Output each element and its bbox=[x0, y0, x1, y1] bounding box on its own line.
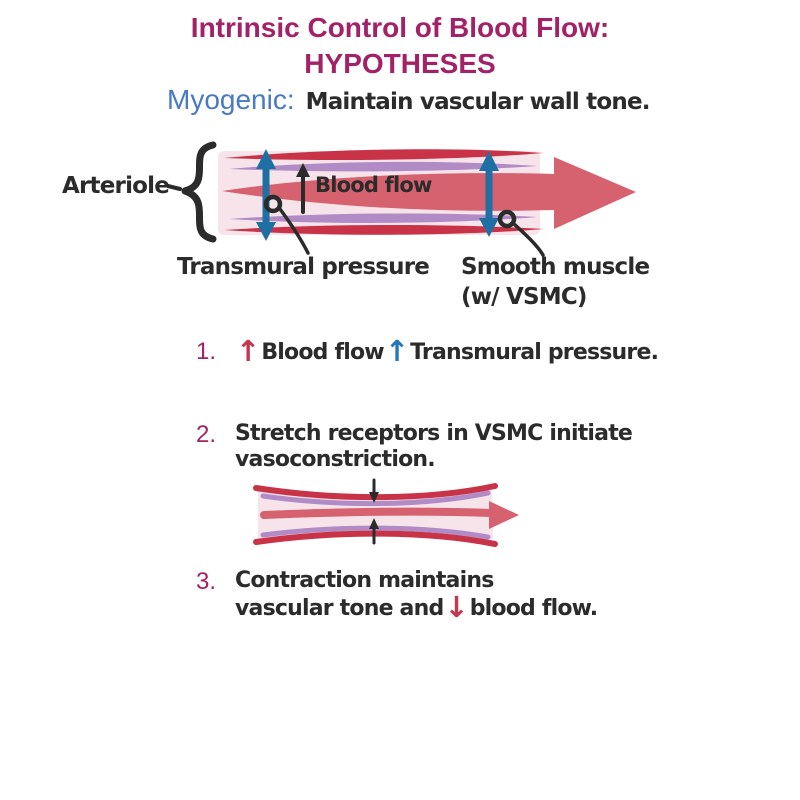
transmural-pressure-label: Transmural pressure bbox=[177, 254, 430, 280]
arteriole-brace-tick bbox=[168, 186, 180, 189]
blood-flow-label: Blood flow bbox=[315, 173, 432, 197]
myogenic-term: Myogenic: bbox=[167, 84, 295, 115]
arteriole-brace bbox=[185, 145, 213, 239]
hypothesis-2-line1: Stretch receptors in VSMC initiate bbox=[235, 421, 633, 446]
hypothesis-2-line2: vasoconstriction. bbox=[235, 447, 435, 472]
hypothesis-3-number: 3. bbox=[196, 568, 217, 595]
smooth-muscle-label-line2: (w/ VSMC) bbox=[461, 284, 587, 310]
hypothesis-3-line2-a: vascular tone and bbox=[235, 596, 444, 621]
increase-arrow-red-icon: ↑ bbox=[236, 334, 261, 368]
page-title-line2: HYPOTHESES bbox=[304, 48, 496, 79]
hypothesis-2 bbox=[196, 421, 632, 473]
hypothesis-3-line1: Contraction maintains bbox=[235, 568, 494, 593]
hypothesis-3-line2-b: blood flow. bbox=[469, 596, 598, 621]
hypothesis-1-text-a: Blood flow bbox=[261, 340, 384, 365]
decrease-arrow-red-icon: ↓ bbox=[444, 590, 469, 624]
increase-arrow-blue-icon: ↑ bbox=[384, 334, 410, 368]
page-title bbox=[0, 10, 800, 82]
hypothesis-1-text-b: Transmural pressure. bbox=[410, 340, 659, 365]
hypothesis-1 bbox=[196, 334, 659, 368]
hypothesis-2-number: 2. bbox=[196, 421, 217, 448]
arteriole-label: Arteriole bbox=[62, 173, 170, 199]
myogenic-definition: Maintain vascular wall tone. bbox=[305, 89, 650, 115]
hypothesis-3 bbox=[196, 568, 597, 624]
page-title-line1: Intrinsic Control of Blood Flow: bbox=[190, 12, 610, 43]
hypothesis-1-number: 1. bbox=[196, 338, 217, 365]
smooth-muscle-label-line1: Smooth muscle bbox=[461, 254, 650, 280]
subtitle bbox=[167, 84, 650, 116]
